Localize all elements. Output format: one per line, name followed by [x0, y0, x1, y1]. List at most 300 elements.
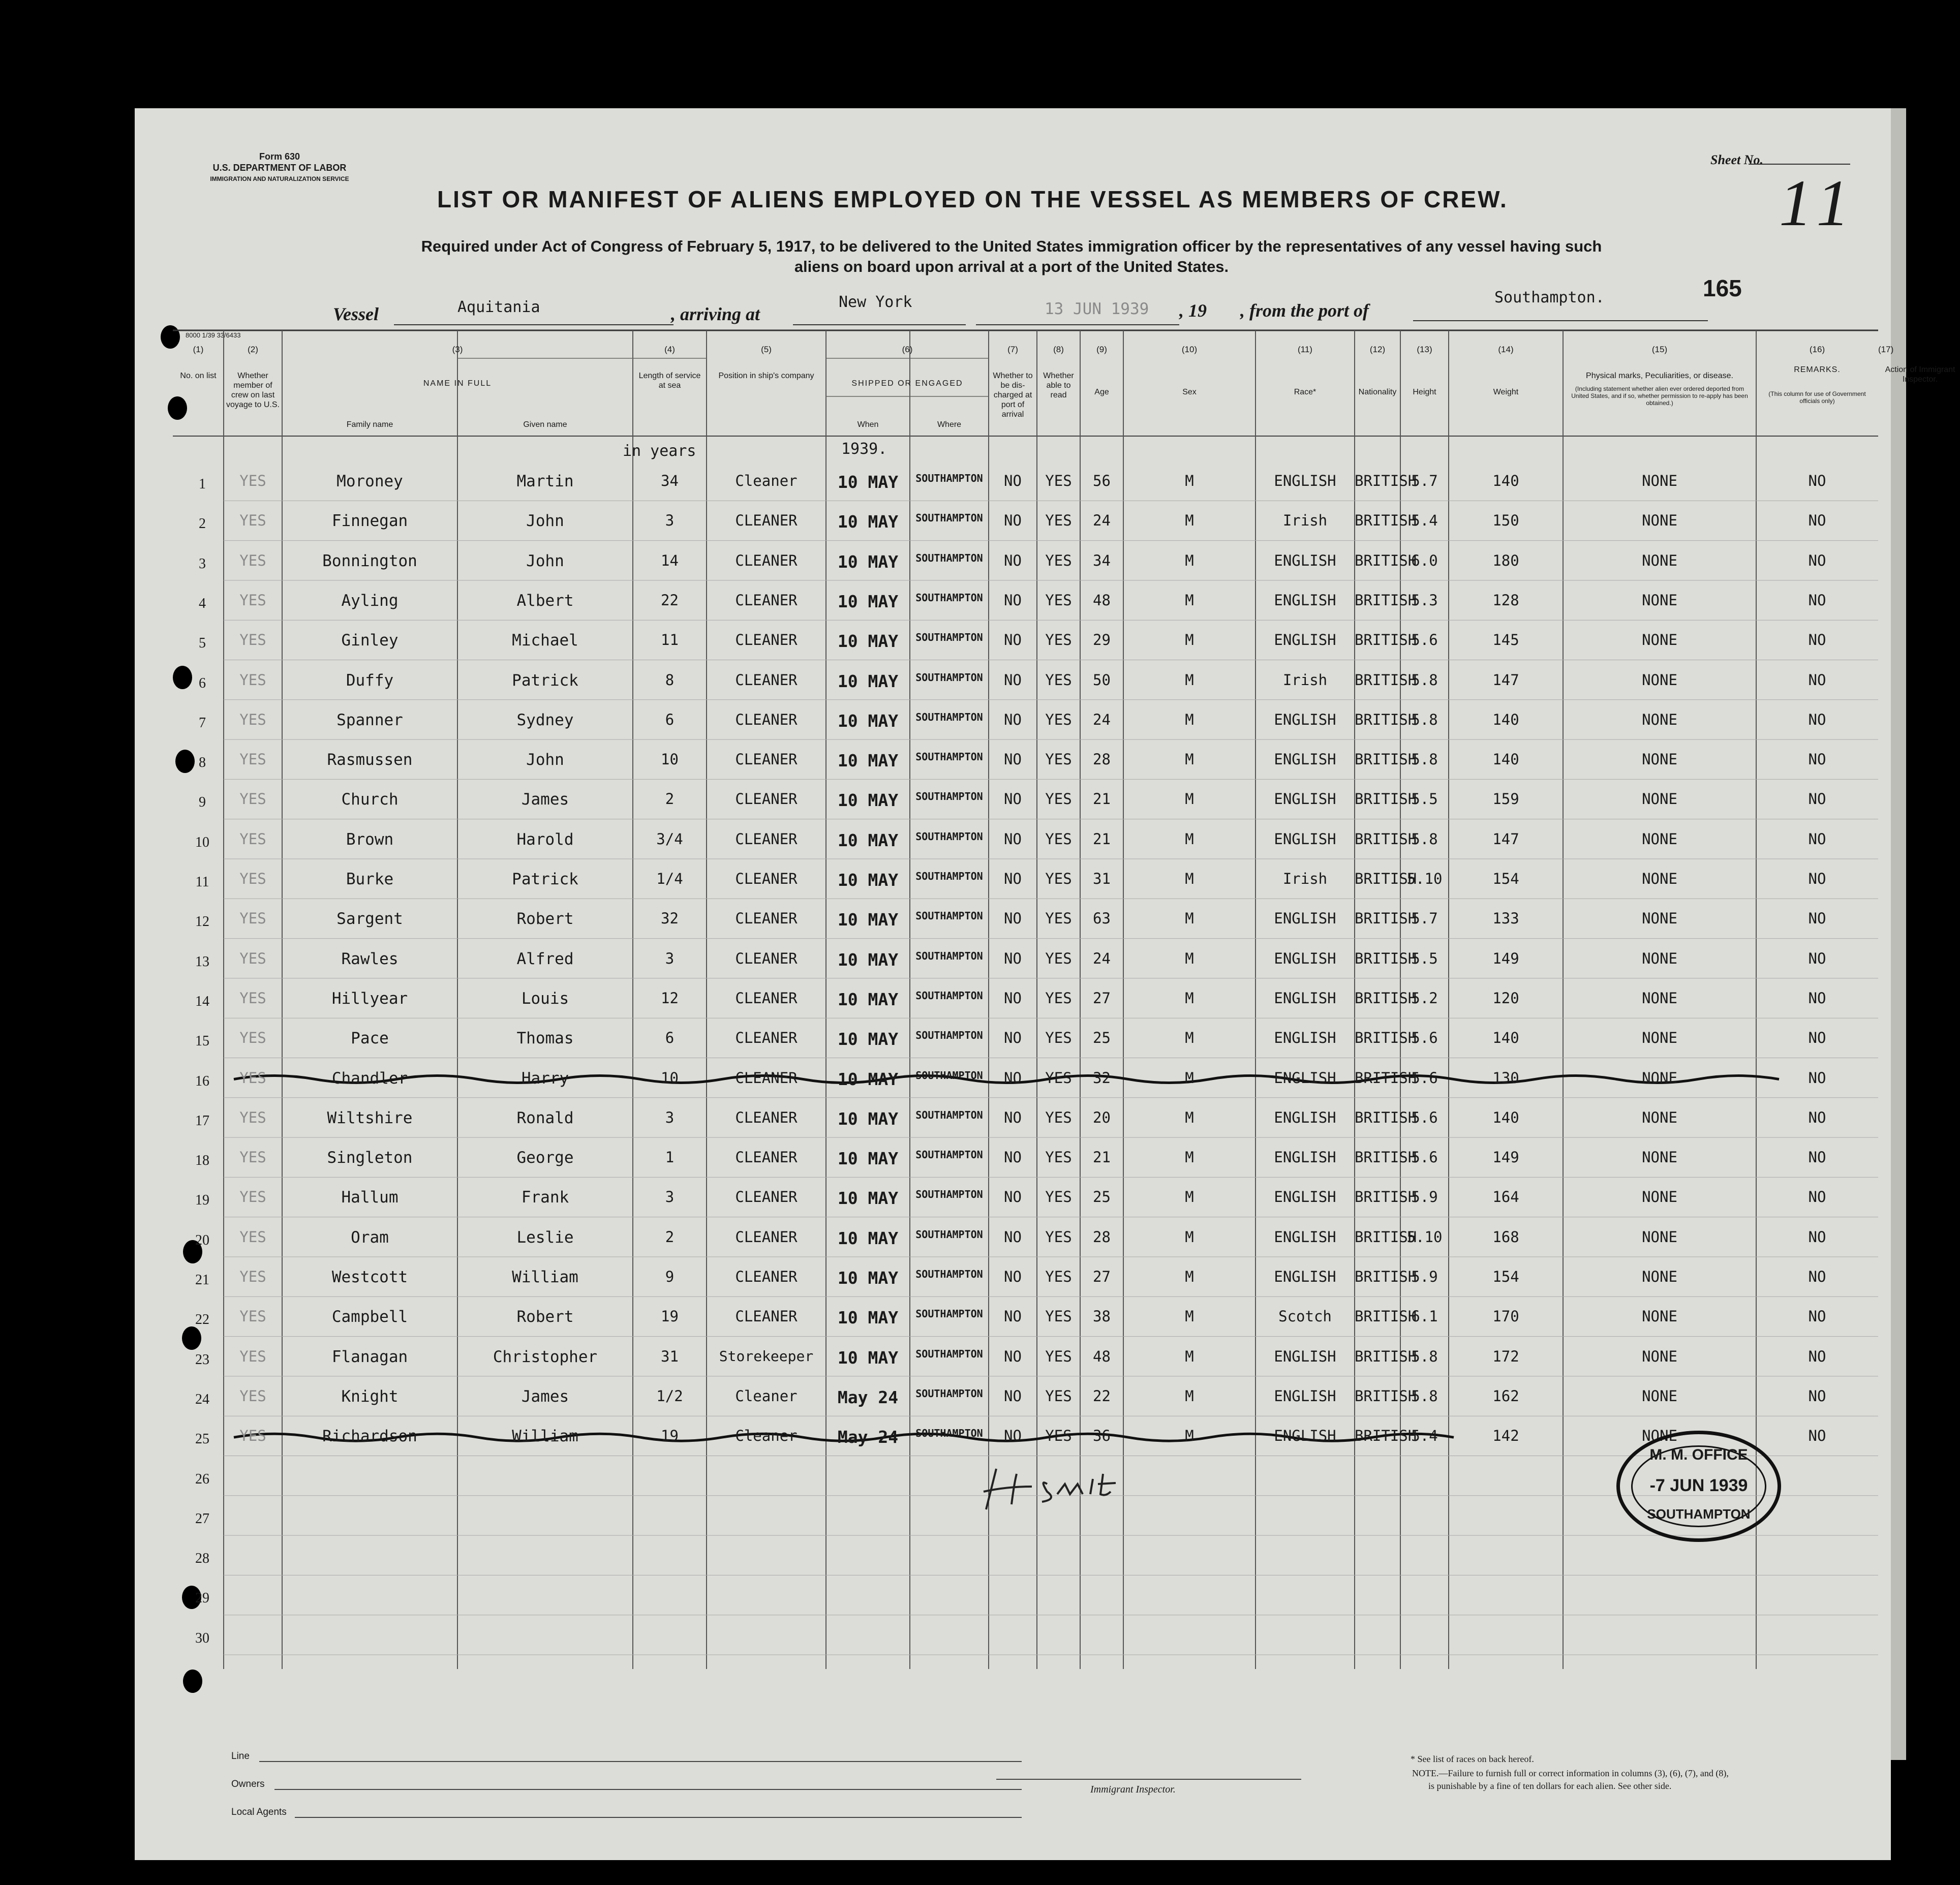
- service-years: 3: [665, 1188, 675, 1206]
- nationality: BRITISH: [1355, 870, 1417, 887]
- nationality: BRITISH: [1355, 989, 1417, 1007]
- family-name: Moroney: [336, 472, 403, 490]
- race: ENGLISH: [1274, 551, 1336, 569]
- able-to-read: YES: [1045, 1149, 1072, 1166]
- row-number: 14: [195, 993, 209, 1009]
- physical-marks: NONE: [1642, 790, 1677, 808]
- remarks: NO: [1808, 910, 1826, 928]
- row-number: 30: [195, 1630, 209, 1646]
- crew-previous-voyage: YES: [239, 751, 266, 768]
- crew-previous-voyage: YES: [239, 949, 266, 967]
- weight: 130: [1492, 1069, 1519, 1087]
- physical-marks: NONE: [1642, 830, 1677, 848]
- shipped-when: 10 MAY: [837, 591, 899, 611]
- shipped-when: May 24: [837, 1387, 899, 1407]
- discharge-status: NO: [1004, 910, 1022, 928]
- race: Irish: [1282, 512, 1328, 530]
- age: 28: [1093, 751, 1111, 768]
- service-years: 1/4: [656, 870, 683, 887]
- height: 5.5: [1411, 949, 1438, 967]
- given-name: Leslie: [516, 1228, 574, 1247]
- remarks: NO: [1808, 591, 1826, 609]
- height: 5.8: [1411, 1387, 1438, 1405]
- shipped-where: SOUTHAMPTON: [915, 790, 983, 803]
- given-name: William: [512, 1427, 578, 1446]
- remarks: NO: [1808, 1188, 1826, 1206]
- crew-previous-voyage: YES: [239, 1427, 266, 1445]
- crew-previous-voyage: YES: [239, 591, 266, 609]
- given-name: James: [521, 1387, 569, 1406]
- penalty-note-1: NOTE.—Failure to furnish full or correct information in columns (3), (6), (7), and (8),: [1412, 1768, 1729, 1778]
- row-number: 3: [199, 555, 206, 572]
- shipped-when: 10 MAY: [837, 989, 899, 1009]
- column-number: (11): [1298, 345, 1312, 354]
- given-name: Harold: [516, 830, 574, 849]
- height: 5.8: [1411, 751, 1438, 768]
- crew-previous-voyage: YES: [239, 989, 266, 1007]
- given-name: Harry: [521, 1069, 569, 1088]
- given-name: Patrick: [512, 671, 578, 690]
- given-name: Albert: [516, 591, 574, 610]
- shipped-where: SOUTHAMPTON: [915, 1427, 983, 1440]
- service-years: 10: [661, 751, 679, 768]
- family-name: Rawles: [341, 949, 399, 968]
- height: 6.1: [1411, 1308, 1438, 1325]
- age: 48: [1093, 1347, 1111, 1365]
- race: ENGLISH: [1274, 910, 1336, 928]
- ship-position: CLEANER: [735, 1108, 798, 1126]
- race: ENGLISH: [1274, 1427, 1336, 1445]
- ship-position: CLEANER: [735, 631, 798, 649]
- row-number: 7: [199, 715, 206, 731]
- height: 5.4: [1411, 512, 1438, 530]
- physical-marks: NONE: [1642, 989, 1677, 1007]
- shipped-where: SOUTHAMPTON: [915, 989, 983, 1002]
- discharge-status: NO: [1004, 710, 1022, 728]
- service-years: 6: [665, 710, 675, 728]
- weight: 133: [1492, 910, 1519, 928]
- handwritten-signature: [976, 1464, 1139, 1520]
- family-name-header: Family name: [346, 420, 393, 429]
- column-header-7: Whether to be dis-charged at port of arrival: [993, 372, 1033, 419]
- row-number: 4: [199, 595, 206, 611]
- given-name: John: [526, 551, 564, 570]
- ship-position: CLEANER: [735, 551, 798, 569]
- weight: 170: [1492, 1308, 1519, 1325]
- shipped-when: 10 MAY: [837, 830, 899, 850]
- physical-marks: NONE: [1642, 671, 1677, 689]
- age: 24: [1093, 512, 1111, 530]
- crew-previous-voyage: YES: [239, 1069, 266, 1087]
- ship-position: Cleaner: [735, 472, 798, 489]
- able-to-read: YES: [1045, 1188, 1072, 1206]
- ship-position: CLEANER: [735, 1069, 798, 1087]
- family-name: Ayling: [341, 591, 399, 610]
- nationality: BRITISH: [1355, 751, 1417, 768]
- able-to-read: YES: [1045, 1108, 1072, 1126]
- sex: M: [1185, 472, 1194, 489]
- row-number: 16: [195, 1073, 209, 1089]
- discharge-status: NO: [1004, 1308, 1022, 1325]
- able-to-read: YES: [1045, 989, 1072, 1007]
- weight: 128: [1492, 591, 1519, 609]
- column-header-10: Sex: [1182, 388, 1197, 396]
- service-years: 31: [661, 1347, 679, 1365]
- remarks: NO: [1808, 1268, 1826, 1285]
- crew-previous-voyage: YES: [239, 1029, 266, 1047]
- column-header-8: Whether able to read: [1043, 372, 1074, 399]
- sex: M: [1185, 671, 1194, 689]
- weight: 154: [1492, 1268, 1519, 1285]
- given-name: James: [521, 790, 569, 809]
- ship-position: CLEANER: [735, 989, 798, 1007]
- shipped-when: 10 MAY: [837, 710, 899, 731]
- discharge-status: NO: [1004, 751, 1022, 768]
- discharge-status: NO: [1004, 949, 1022, 967]
- sheet-label: Sheet No.: [1710, 152, 1763, 167]
- discharge-status: NO: [1004, 870, 1022, 887]
- ship-position: CLEANER: [735, 671, 798, 689]
- shipped-where: SOUTHAMPTON: [915, 671, 983, 684]
- row-number: 17: [195, 1113, 209, 1129]
- given-name: Thomas: [516, 1029, 574, 1048]
- height: 5.9: [1411, 1268, 1438, 1285]
- shipped-where: SOUTHAMPTON: [915, 710, 983, 723]
- service-years: 3/4: [656, 830, 683, 848]
- ship-position: CLEANER: [735, 1308, 798, 1325]
- shipped-where: SOUTHAMPTON: [915, 1108, 983, 1121]
- footer-agents-label: Local Agents: [231, 1807, 287, 1817]
- crew-previous-voyage: YES: [239, 631, 266, 649]
- row-number: 15: [195, 1033, 209, 1049]
- ship-position: CLEANER: [735, 1268, 798, 1285]
- physical-marks: NONE: [1642, 870, 1677, 887]
- nationality: BRITISH: [1355, 631, 1417, 649]
- shipped-when: 10 MAY: [837, 949, 899, 970]
- shipped-when: 10 MAY: [837, 1149, 899, 1169]
- family-name: Spanner: [336, 710, 403, 729]
- discharge-status: NO: [1004, 472, 1022, 489]
- column-header-9: Age: [1094, 388, 1109, 396]
- nationality: BRITISH: [1355, 790, 1417, 808]
- nationality: BRITISH: [1355, 1268, 1417, 1285]
- form-department: U.S. DEPARTMENT OF LABOR: [212, 163, 347, 173]
- nationality: BRITISH: [1355, 671, 1417, 689]
- given-name: Patrick: [512, 870, 578, 888]
- height: 5.10: [1406, 1228, 1443, 1246]
- footer-owners-rule: [274, 1789, 1022, 1790]
- remarks: NO: [1808, 870, 1826, 887]
- weight: 180: [1492, 551, 1519, 569]
- family-name: Hillyear: [331, 989, 408, 1008]
- height: 5.10: [1406, 870, 1443, 887]
- family-name: Ginley: [341, 631, 399, 650]
- service-years: 2: [665, 790, 675, 808]
- ship-position: CLEANER: [735, 910, 798, 928]
- height: 5.3: [1411, 591, 1438, 609]
- physical-marks: NONE: [1642, 1347, 1677, 1365]
- nationality: BRITISH: [1355, 830, 1417, 848]
- crew-previous-voyage: YES: [239, 1149, 266, 1166]
- family-name: Oram: [351, 1228, 389, 1247]
- race: ENGLISH: [1274, 1347, 1336, 1365]
- physical-marks: NONE: [1642, 1427, 1677, 1445]
- race: ENGLISH: [1274, 631, 1336, 649]
- row-number: 20: [195, 1232, 209, 1248]
- sheet-number: 11: [1779, 167, 1859, 240]
- race: ENGLISH: [1274, 830, 1336, 848]
- able-to-read: YES: [1045, 830, 1072, 848]
- service-years: 22: [661, 591, 679, 609]
- print-code: 8000 1/39 33/6433: [186, 331, 241, 339]
- race: ENGLISH: [1274, 1228, 1336, 1246]
- sex: M: [1185, 790, 1194, 808]
- sex: M: [1185, 1188, 1194, 1206]
- shipped-when: 10 MAY: [837, 631, 899, 652]
- form-service: IMMIGRATION AND NATURALIZATION SERVICE: [210, 175, 349, 182]
- row-number: 2: [199, 516, 206, 532]
- shipped-where: SOUTHAMPTON: [915, 949, 983, 962]
- manifest-number: 165: [1703, 275, 1742, 301]
- weight: 168: [1492, 1228, 1519, 1246]
- race: ENGLISH: [1274, 710, 1336, 728]
- column-header-5: Position in ship's company: [718, 372, 814, 380]
- shipped-where: SOUTHAMPTON: [915, 1308, 983, 1320]
- family-name: Singleton: [327, 1149, 413, 1167]
- sex: M: [1185, 1228, 1194, 1246]
- column-header-12: Nationality: [1358, 388, 1397, 396]
- remarks: NO: [1808, 551, 1826, 569]
- able-to-read: YES: [1045, 1387, 1072, 1405]
- row-number: 1: [199, 476, 206, 492]
- ship-position: CLEANER: [735, 710, 798, 728]
- physical-marks: NONE: [1642, 1108, 1677, 1126]
- given-name: John: [526, 751, 564, 769]
- row-number: 11: [195, 874, 209, 890]
- row-number: 6: [199, 675, 206, 691]
- able-to-read: YES: [1045, 1427, 1072, 1445]
- discharge-status: NO: [1004, 671, 1022, 689]
- shipped-where: SOUTHAMPTON: [915, 472, 983, 484]
- column-header-16: REMARKS.: [1794, 365, 1841, 374]
- remarks: NO: [1808, 1427, 1826, 1445]
- crew-previous-voyage: YES: [239, 1268, 266, 1285]
- ship-position: CLEANER: [735, 512, 798, 530]
- nationality: BRITISH: [1355, 1228, 1417, 1246]
- shipped-where: SOUTHAMPTON: [915, 830, 983, 843]
- shipped-where: SOUTHAMPTON: [915, 1268, 983, 1280]
- stamp-top-text: M. M. OFFICE: [1649, 1446, 1748, 1463]
- discharge-status: NO: [1004, 551, 1022, 569]
- ship-position: CLEANER: [735, 751, 798, 768]
- physical-marks: NONE: [1642, 551, 1677, 569]
- height: 5.7: [1411, 472, 1438, 489]
- age: 27: [1093, 1268, 1111, 1285]
- weight: 140: [1492, 751, 1519, 768]
- column-header-13: Height: [1413, 388, 1436, 396]
- subtitle-line-1: Required under Act of Congress of February 5, 1917, to be delivered to the United States immigration officer by the representatives of any vessel having such: [421, 237, 1602, 255]
- service-years: 3: [665, 1108, 675, 1126]
- discharge-status: NO: [1004, 830, 1022, 848]
- height: 5.7: [1411, 910, 1438, 928]
- shipped-where: SOUTHAMPTON: [915, 551, 983, 564]
- weight: 140: [1492, 710, 1519, 728]
- from-label: , from the port of: [1240, 300, 1369, 321]
- discharge-status: NO: [1004, 631, 1022, 649]
- able-to-read: YES: [1045, 790, 1072, 808]
- remarks: NO: [1808, 512, 1826, 530]
- age: 34: [1093, 551, 1111, 569]
- family-name: Campbell: [331, 1308, 408, 1326]
- service-years: 10: [661, 1069, 679, 1087]
- nationality: BRITISH: [1355, 1069, 1417, 1087]
- shipped-where: SOUTHAMPTON: [915, 1149, 983, 1161]
- race: ENGLISH: [1274, 751, 1336, 768]
- nationality: BRITISH: [1355, 1029, 1417, 1047]
- age: 21: [1093, 1149, 1111, 1166]
- weight: 154: [1492, 870, 1519, 887]
- sex: M: [1185, 870, 1194, 887]
- stamp-bottom-text: SOUTHAMPTON: [1647, 1506, 1751, 1522]
- race: ENGLISH: [1274, 1029, 1336, 1047]
- shipped-where: SOUTHAMPTON: [915, 631, 983, 644]
- nationality: BRITISH: [1355, 512, 1417, 530]
- sex: M: [1185, 830, 1194, 848]
- sex: M: [1185, 512, 1194, 530]
- given-name: Sydney: [516, 710, 574, 729]
- given-name: Christopher: [493, 1347, 598, 1366]
- column-number: (3): [452, 345, 463, 354]
- physical-marks: NONE: [1642, 1228, 1677, 1246]
- remarks: NO: [1808, 1149, 1826, 1166]
- discharge-status: NO: [1004, 1149, 1022, 1166]
- manifest-title: LIST OR MANIFEST OF ALIENS EMPLOYED ON THE VESSEL AS MEMBERS OF CREW.: [437, 186, 1508, 212]
- weight: 120: [1492, 989, 1519, 1007]
- remarks: NO: [1808, 989, 1826, 1007]
- age: 25: [1093, 1188, 1111, 1206]
- service-years: 14: [661, 551, 679, 569]
- given-name: Michael: [512, 631, 578, 650]
- nationality: BRITISH: [1355, 472, 1417, 489]
- nationality: BRITISH: [1355, 949, 1417, 967]
- service-years: 6: [665, 1029, 675, 1047]
- service-years: 1: [665, 1149, 675, 1166]
- crew-previous-voyage: YES: [239, 472, 266, 489]
- family-name: Bonnington: [322, 551, 417, 570]
- sex: M: [1185, 949, 1194, 967]
- ship-position: CLEANER: [735, 949, 798, 967]
- service-years: 11: [661, 631, 679, 649]
- sex: M: [1185, 710, 1194, 728]
- weight: 147: [1492, 830, 1519, 848]
- row-number: 9: [199, 794, 206, 811]
- crew-previous-voyage: YES: [239, 830, 266, 848]
- year-note: 1939.: [841, 440, 887, 458]
- given-name: William: [512, 1268, 578, 1286]
- physical-marks: NONE: [1642, 591, 1677, 609]
- remarks: NO: [1808, 1108, 1826, 1126]
- given-name: Louis: [521, 989, 569, 1008]
- crew-previous-voyage: YES: [239, 1108, 266, 1126]
- nationality: BRITISH: [1355, 710, 1417, 728]
- ship-position: CLEANER: [735, 870, 798, 887]
- able-to-read: YES: [1045, 551, 1072, 569]
- sex: M: [1185, 631, 1194, 649]
- column-number: (1): [193, 345, 204, 354]
- year-label: , 19: [1179, 300, 1207, 321]
- weight: 149: [1492, 949, 1519, 967]
- crew-previous-voyage: YES: [239, 1308, 266, 1325]
- shipped-when: 10 MAY: [837, 1228, 899, 1248]
- where-header: Where: [937, 420, 962, 429]
- row-number: 24: [195, 1391, 209, 1407]
- column-number: (10): [1181, 345, 1198, 354]
- crew-previous-voyage: YES: [239, 512, 266, 530]
- age: 20: [1093, 1108, 1111, 1126]
- remarks: NO: [1808, 1029, 1826, 1047]
- sex: M: [1185, 551, 1194, 569]
- footer-owners-label: Owners: [231, 1779, 265, 1789]
- shipped-when: 10 MAY: [837, 1069, 899, 1089]
- race: ENGLISH: [1274, 591, 1336, 609]
- ship-position: CLEANER: [735, 1029, 798, 1047]
- age: 50: [1093, 671, 1111, 689]
- family-name: Burke: [346, 870, 394, 888]
- given-name: Frank: [521, 1188, 569, 1207]
- race: ENGLISH: [1274, 1108, 1336, 1126]
- shipped-when: 10 MAY: [837, 1108, 899, 1129]
- able-to-read: YES: [1045, 591, 1072, 609]
- race: ENGLISH: [1274, 1069, 1336, 1087]
- ship-position: CLEANER: [735, 591, 798, 609]
- discharge-status: NO: [1004, 1069, 1022, 1087]
- column-header-15: Physical marks, Peculiarities, or disease.: [1586, 372, 1733, 380]
- ship-position: CLEANER: [735, 1228, 798, 1246]
- column-number: (8): [1053, 345, 1064, 354]
- physical-marks: NONE: [1642, 512, 1677, 530]
- sex: M: [1185, 1268, 1194, 1285]
- race: Scotch: [1278, 1308, 1332, 1325]
- height: 5.2: [1411, 989, 1438, 1007]
- remarks-note: (Including statement whether alien ever ordered deported from United States, and if so, whether permission to re-apply has been obtained.): [1571, 385, 1748, 407]
- column-number: (2): [248, 345, 258, 354]
- footer-line-rule: [259, 1761, 1022, 1762]
- weight: 150: [1492, 512, 1519, 530]
- physical-marks: NONE: [1642, 1308, 1677, 1325]
- remarks: NO: [1808, 790, 1826, 808]
- nationality: BRITISH: [1355, 591, 1417, 609]
- row-number: 18: [195, 1153, 209, 1169]
- footer-line-label: Line: [231, 1751, 250, 1762]
- column-number: (6): [902, 345, 913, 354]
- age: 21: [1093, 830, 1111, 848]
- family-name: Church: [341, 790, 399, 809]
- sex: M: [1185, 1069, 1194, 1087]
- crew-previous-voyage: YES: [239, 671, 266, 689]
- service-years: 12: [661, 989, 679, 1007]
- sex: M: [1185, 1427, 1194, 1445]
- remarks: NO: [1808, 1228, 1826, 1246]
- row-number: 21: [195, 1272, 209, 1288]
- discharge-status: NO: [1004, 1228, 1022, 1246]
- age: 63: [1093, 910, 1111, 928]
- remarks: NO: [1808, 830, 1826, 848]
- weight: 140: [1492, 1029, 1519, 1047]
- stamp-date: -7 JUN 1939: [1649, 1476, 1748, 1495]
- able-to-read: YES: [1045, 631, 1072, 649]
- column-header-11: Race*: [1294, 388, 1316, 396]
- sex: M: [1185, 1149, 1194, 1166]
